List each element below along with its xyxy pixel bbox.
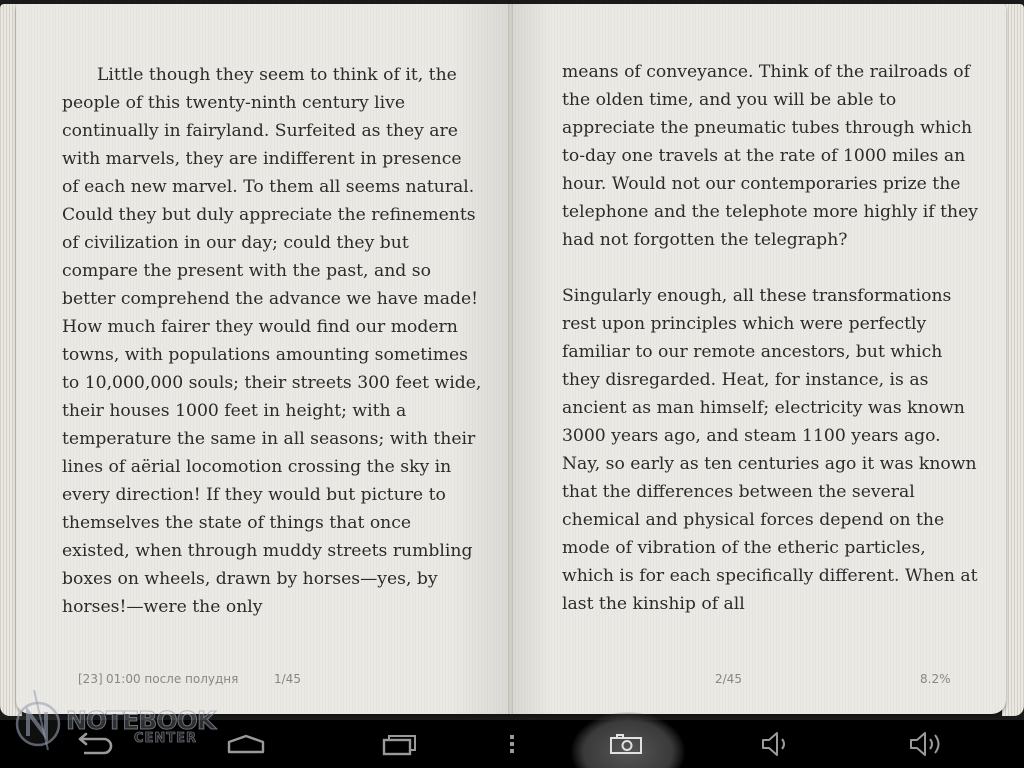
clock-time: 01:00 после полудня [106,672,239,686]
left-page-paragraph: Little though they seem to think of it, the people of this twenty-ninth century live continually in fairyland. Surfeited as they are with marvels, they are indifferent in presence of each new marvel. To them all seems natural. Could they but duly appreciate the refinements of civilization in our day; could they but compare the present with the past, and so better comprehend the advance we have made! How much fairer they would find our modern towns, with populations amounting sometimes to 10,000,000 souls; their streets 300 feet wide, their houses 1000 feet in height; with a temperature the same in all seasons; with their lines of aërial locomotion crossing the sky in every direction! If they would but picture to themselves the state of things that once existed, when through muddy streets rumbling boxes on wheels, drawn by horses—yes, by horses!—were the only [62,65,482,617]
watermark-sub-text: CENTER [134,731,198,746]
recent-apps-icon [381,732,417,756]
volume-up-button[interactable] [906,720,948,768]
battery-level: [23] [78,672,103,686]
screenshot-button[interactable] [604,720,648,768]
right-page-paragraph-2: Singularly enough, all these transformations rest upon principles which were perfectly familiar to our remote ancestors, but which they disregarded. Heat, for instance, is as ancient as man himself; electricity was known 3000 years ago, and steam 1100 years ago. Nay, so early as ten centuries ago it was known that the differences between the several chemical and physical forces depend on the mode of vibration of the etheric particles, which is for each specifically different. When at last the kinship of all [562,286,978,614]
right-page-text [562,58,982,618]
volume-down-button[interactable] [758,720,796,768]
camera-icon [609,733,643,755]
paragraph-gap [562,254,982,282]
notebook-center-watermark [14,690,214,752]
book-spine [508,4,513,714]
home-icon [226,732,266,756]
right-page[interactable] [512,4,1006,714]
left-page-text [62,61,482,621]
right-page-paragraph-1: means of conveyance. Think of the railroads of the olden time, and you will be able to appreciate the pneumatic tubes through which to-day one travels at the rate of 1000 miles an hour. Would not our contemporaries prize the telephone and the telephote more highly if they had not forgotten the telegraph? [562,62,978,250]
overflow-menu-button[interactable] [500,720,524,768]
home-button[interactable] [222,720,270,768]
left-page[interactable] [16,4,510,714]
right-page-number: 2/45 [715,672,742,686]
watermark-main-text: NOTEBOOK [66,706,216,735]
left-page-number: 1/45 [274,672,301,686]
volume-down-icon [760,730,794,758]
volume-up-icon [908,730,946,758]
recent-apps-button[interactable] [376,720,422,768]
overflow-menu-icon [508,734,516,754]
reading-progress: 8.2% [920,672,951,686]
